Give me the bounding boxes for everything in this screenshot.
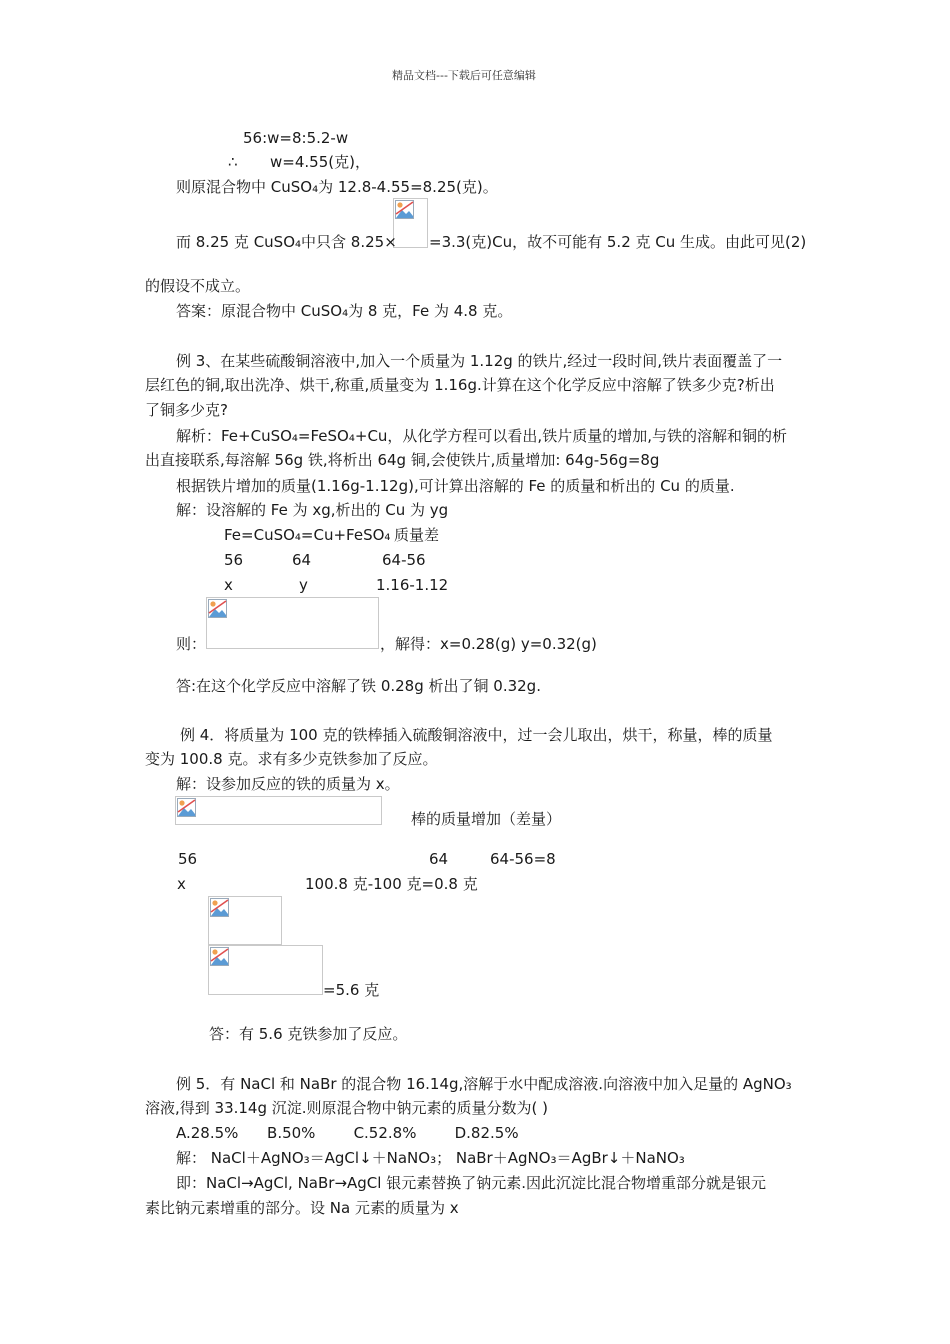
broken-image-icon — [210, 898, 229, 917]
text-line: =5.6 克 — [323, 981, 380, 999]
table-cell: 64-56=8 — [490, 850, 556, 868]
text-line: 则原混合物中 CuSO₄为 12.8-4.55=8.25(克)。 — [176, 178, 498, 196]
answer-line: 答案：原混合物中 CuSO₄为 8 克，Fe 为 4.8 克。 — [176, 302, 513, 320]
answer-options: A.28.5% B.50% C.52.8% D.82.5% — [176, 1124, 519, 1142]
therefore-symbol: ∴ — [228, 153, 238, 171]
text-line: 56:w=8:5.2-w — [243, 129, 349, 147]
table-cell: 100.8 克-100 克=0.8 克 — [305, 875, 478, 893]
text-line: =3.3(克)Cu，故不可能有 5.2 克 Cu 生成。由此可见(2) — [429, 233, 807, 251]
text-line: 则： — [176, 635, 207, 653]
text-line: 而 8.25 克 CuSO₄中只含 8.25× — [176, 233, 397, 251]
table-cell: 64-56 — [382, 551, 426, 569]
example-5-text: 解： NaCl＋AgNO₃＝AgCl↓＋NaNO₃； NaBr＋AgNO₃＝AgBr↓＋NaNO₃ — [176, 1149, 685, 1167]
table-cell: x — [224, 576, 233, 594]
image-placeholder — [175, 796, 382, 825]
example-5-text: 即：NaCl→AgCl, NaBr→AgCl 银元素替换了钠元素.因此沉淀比混合物增重部分就是银元 — [176, 1174, 766, 1192]
example-3-text: 解：设溶解的 Fe 为 xg,析出的 Cu 为 yg — [176, 501, 449, 519]
example-5-text: 例 5．有 NaCl 和 NaBr 的混合物 16.14g,溶解于水中配成溶液.向溶液中加入足量的 AgNO₃ — [176, 1075, 792, 1093]
table-cell: 1.16-1.12 — [376, 576, 449, 594]
table-cell: y — [299, 576, 308, 594]
text-line: w=4.55(克)， — [270, 153, 370, 171]
text-line: ，解得：x=0.28(g) y=0.32(g) — [380, 635, 597, 653]
broken-image-icon — [177, 798, 196, 817]
example-4-text: 例 4．将质量为 100 克的铁棒插入硫酸铜溶液中，过一会儿取出，烘干，称量，棒的质量 — [180, 726, 773, 744]
broken-image-icon — [210, 947, 229, 966]
example-5-text: 溶液,得到 33.14g 沉淀.则原混合物中钠元素的质量分数为( ) — [145, 1099, 549, 1117]
broken-image-icon — [208, 599, 227, 618]
broken-image-icon — [395, 200, 414, 219]
example-5-text: 素比钠元素增重的部分。设 Na 元素的质量为 x — [145, 1199, 459, 1217]
example-3-text: 层红色的铜,取出洗净、烘干,称重,质量变为 1.16g.计算在这个化学反应中溶解了铁多少克?析出 — [145, 376, 775, 394]
example-4-text: 解：设参加反应的铁的质量为 x。 — [176, 775, 400, 793]
table-cell: 56 — [224, 551, 244, 569]
image-placeholder — [208, 896, 282, 945]
example-4-text: 变为 100.8 克。求有多少克铁参加了反应。 — [145, 750, 438, 768]
page-header: 精品文档---下载后可任意编辑 — [392, 69, 536, 82]
table-cell: 64 — [429, 850, 449, 868]
image-placeholder — [208, 945, 323, 995]
answer-line: 答:在这个化学反应中溶解了铁 0.28g 析出了铜 0.32g. — [176, 677, 541, 695]
equation: Fe=CuSO₄=Cu+FeSO₄ — [224, 526, 391, 544]
answer-line: 答：有 5.6 克铁参加了反应。 — [209, 1025, 408, 1043]
table-cell: 64 — [292, 551, 312, 569]
example-3-text: 根据铁片增加的质量(1.16g-1.12g),可计算出溶解的 Fe 的质量和析出的 Cu 的质量. — [176, 477, 735, 495]
image-placeholder — [206, 597, 379, 649]
text-line: 棒的质量增加（差量） — [411, 810, 562, 828]
table-cell: x — [177, 875, 186, 893]
example-3-text: 例 3、在某些硫酸铜溶液中,加入一个质量为 1.12g 的铁片,经过一段时间,铁片表面覆盖了一 — [176, 352, 783, 370]
image-placeholder — [393, 198, 428, 248]
table-cell: 56 — [178, 850, 198, 868]
example-3-text: 了铜多少克? — [145, 401, 228, 419]
text-line: 的假设不成立。 — [145, 277, 251, 295]
example-3-text: 解析：Fe+CuSO₄=FeSO₄+Cu，从化学方程可以看出,铁片质量的增加,与铁的溶解和铜的析 — [176, 427, 787, 445]
equation-label: 质量差 — [394, 526, 440, 544]
example-3-text: 出直接联系,每溶解 56g 铁,将析出 64g 铜,会使铁片,质量增加: 64g-56g=8g — [145, 451, 660, 469]
